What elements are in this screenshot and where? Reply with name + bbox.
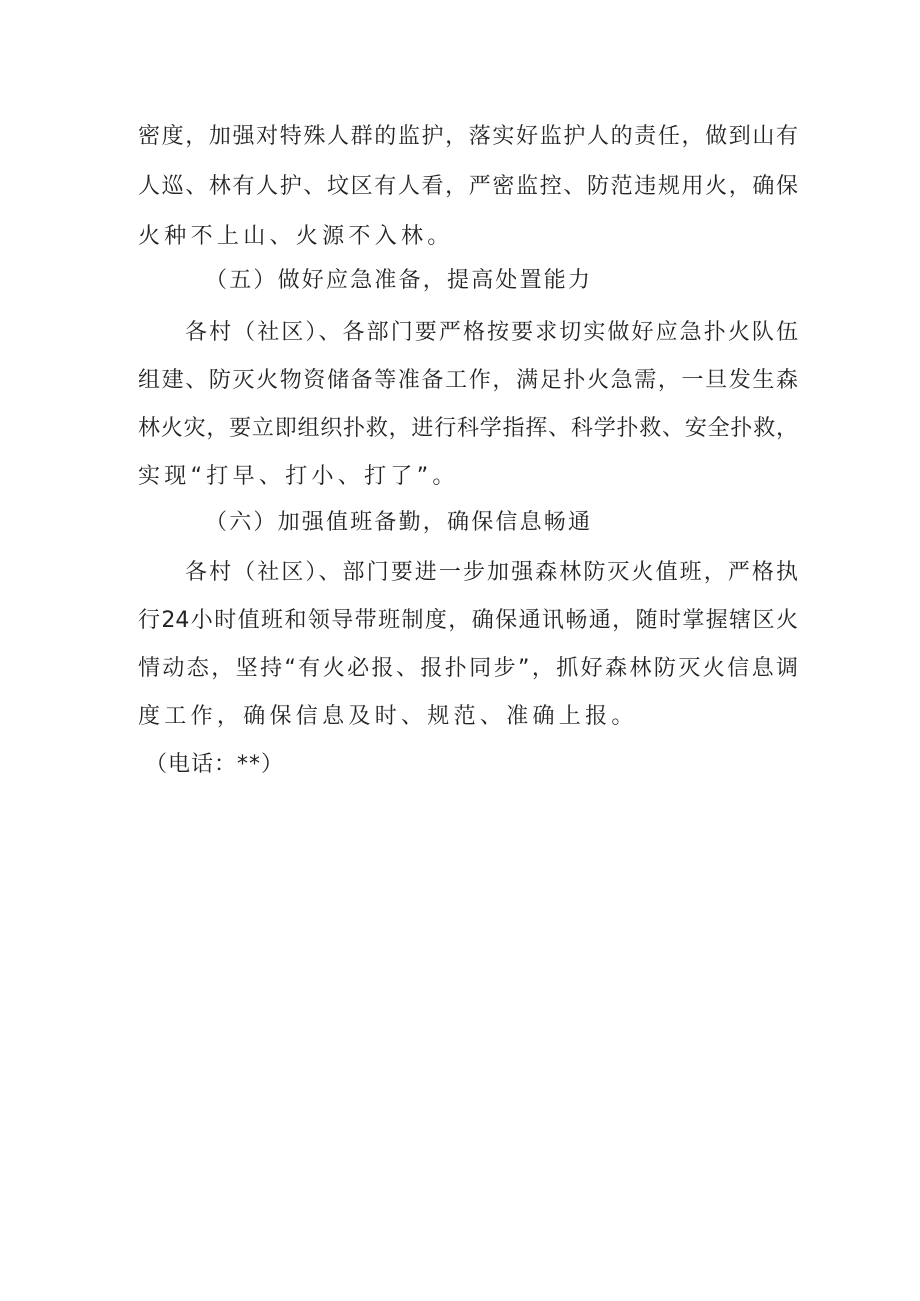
section-heading-five: （五）做好应急准备，提高处置能力 — [205, 268, 593, 293]
paragraph-line: 情动态，坚持“有火必报、报扑同步”，抓好森林防灭火信息调 — [138, 656, 798, 681]
paragraph-line: 度工作，确保信息及时、规范、准确上报。 — [138, 704, 638, 729]
paragraph-line: 火种不上山、火源不入林。 — [138, 224, 454, 249]
paragraph-line: 行24小时值班和领导带班制度，确保通讯畅通，随时掌握辖区火 — [138, 608, 798, 633]
paragraph-line: 组建、防灭火物资储备等准备工作，满足扑火急需，一旦发生森 — [138, 368, 798, 393]
paragraph-line: 密度，加强对特殊人群的监护，落实好监护人的责任，做到山有 — [138, 124, 798, 149]
paragraph-line: 林火灾，要立即组织扑救，进行科学指挥、科学扑救、安全扑救， — [138, 416, 798, 441]
section-heading-six: （六）加强值班备勤，确保信息畅通 — [205, 510, 593, 535]
paragraph-line: 各村（社区）、部门要进一步加强森林防灭火值班，严格执 — [185, 560, 798, 585]
paragraph-line: 各村（社区）、各部门要严格按要求切实做好应急扑火队伍 — [185, 320, 798, 345]
paragraph-line: 人巡、林有人护、坟区有人看，严密监控、防范违规用火，确保 — [138, 174, 798, 199]
paragraph-line: 实现“打早、打小、打了”。 — [138, 464, 459, 489]
phone-note: （电话：**） — [145, 752, 285, 777]
